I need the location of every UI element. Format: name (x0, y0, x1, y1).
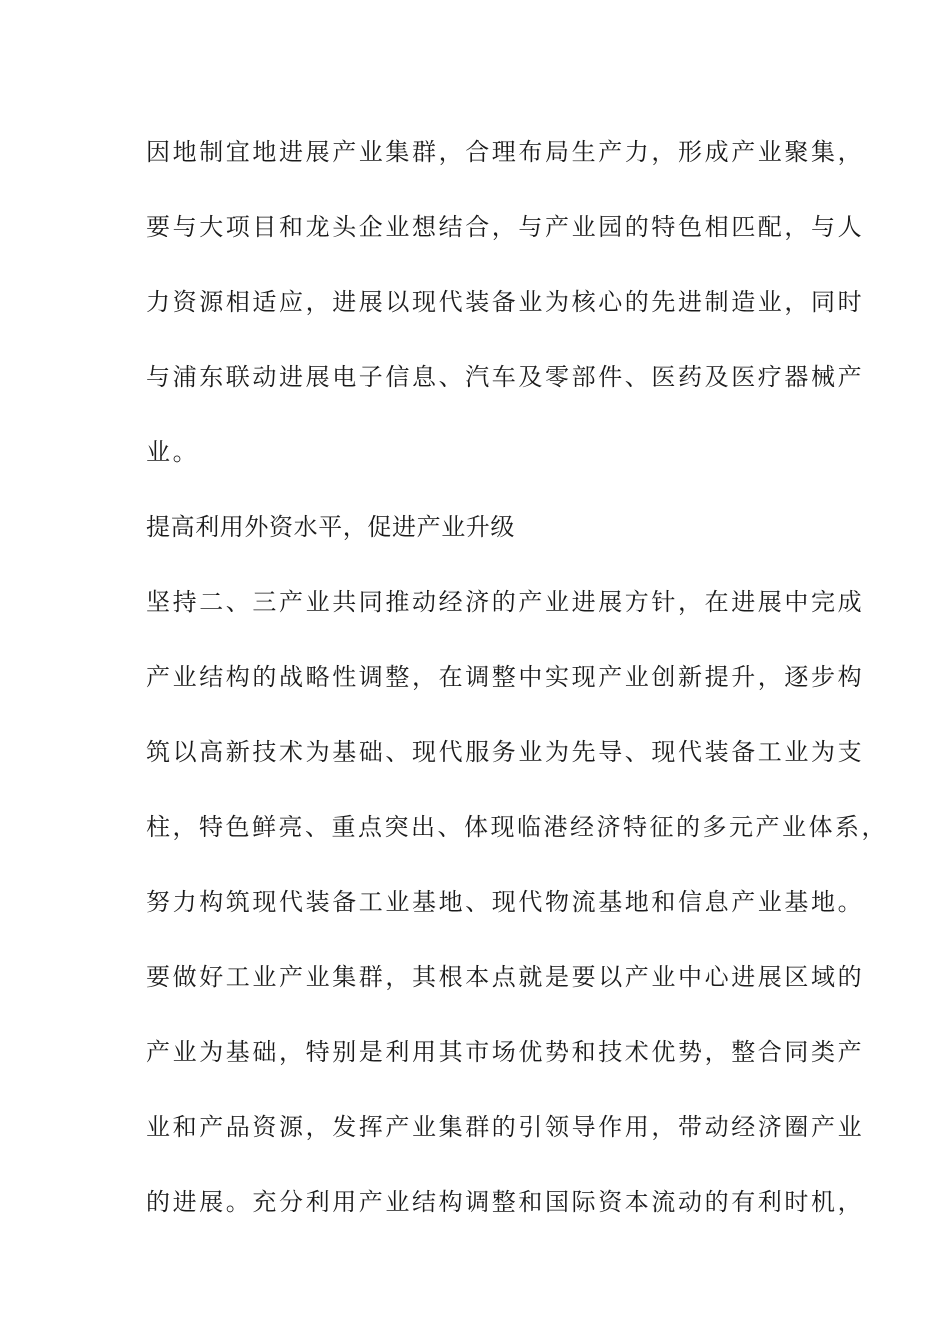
paragraph-line: 的进展。充分利用产业结构调整和国际资本流动的有利时机， (146, 1188, 865, 1216)
paragraph-line: 柱，特色鲜亮、重点突出、体现临港经济特征的多元产业体系， (146, 813, 888, 841)
paragraph-line: 与浦东联动进展电子信息、汽车及零部件、医药及医疗器械产 (146, 363, 865, 391)
paragraph-line: 产业结构的战略性调整，在调整中实现产业创新提升，逐步构 (146, 663, 865, 691)
paragraph-line: 筑以高新技术为基础、现代服务业为先导、现代装备工业为支 (146, 738, 865, 766)
paragraph-line: 业。 (146, 438, 200, 466)
paragraph-line: 要做好工业产业集群，其根本点就是要以产业中心进展区域的 (146, 963, 865, 991)
section-heading: 提高利用外资水平，促进产业升级 (146, 513, 515, 541)
paragraph-line: 产业为基础，特别是利用其市场优势和技术优势，整合同类产 (146, 1038, 865, 1066)
paragraph-line: 坚持二、三产业共同推动经济的产业进展方针，在进展中完成 (146, 588, 865, 616)
paragraph-line: 力资源相适应，进展以现代装备业为核心的先进制造业，同时 (146, 288, 865, 316)
paragraph-line: 要与大项目和龙头企业想结合，与产业园的特色相匹配，与人 (146, 213, 865, 241)
paragraph-line: 业和产品资源，发挥产业集群的引领导作用，带动经济圈产业 (146, 1113, 865, 1141)
paragraph-line: 因地制宜地进展产业集群，合理布局生产力，形成产业聚集， (146, 138, 865, 166)
paragraph-line: 努力构筑现代装备工业基地、现代物流基地和信息产业基地。 (146, 888, 865, 916)
